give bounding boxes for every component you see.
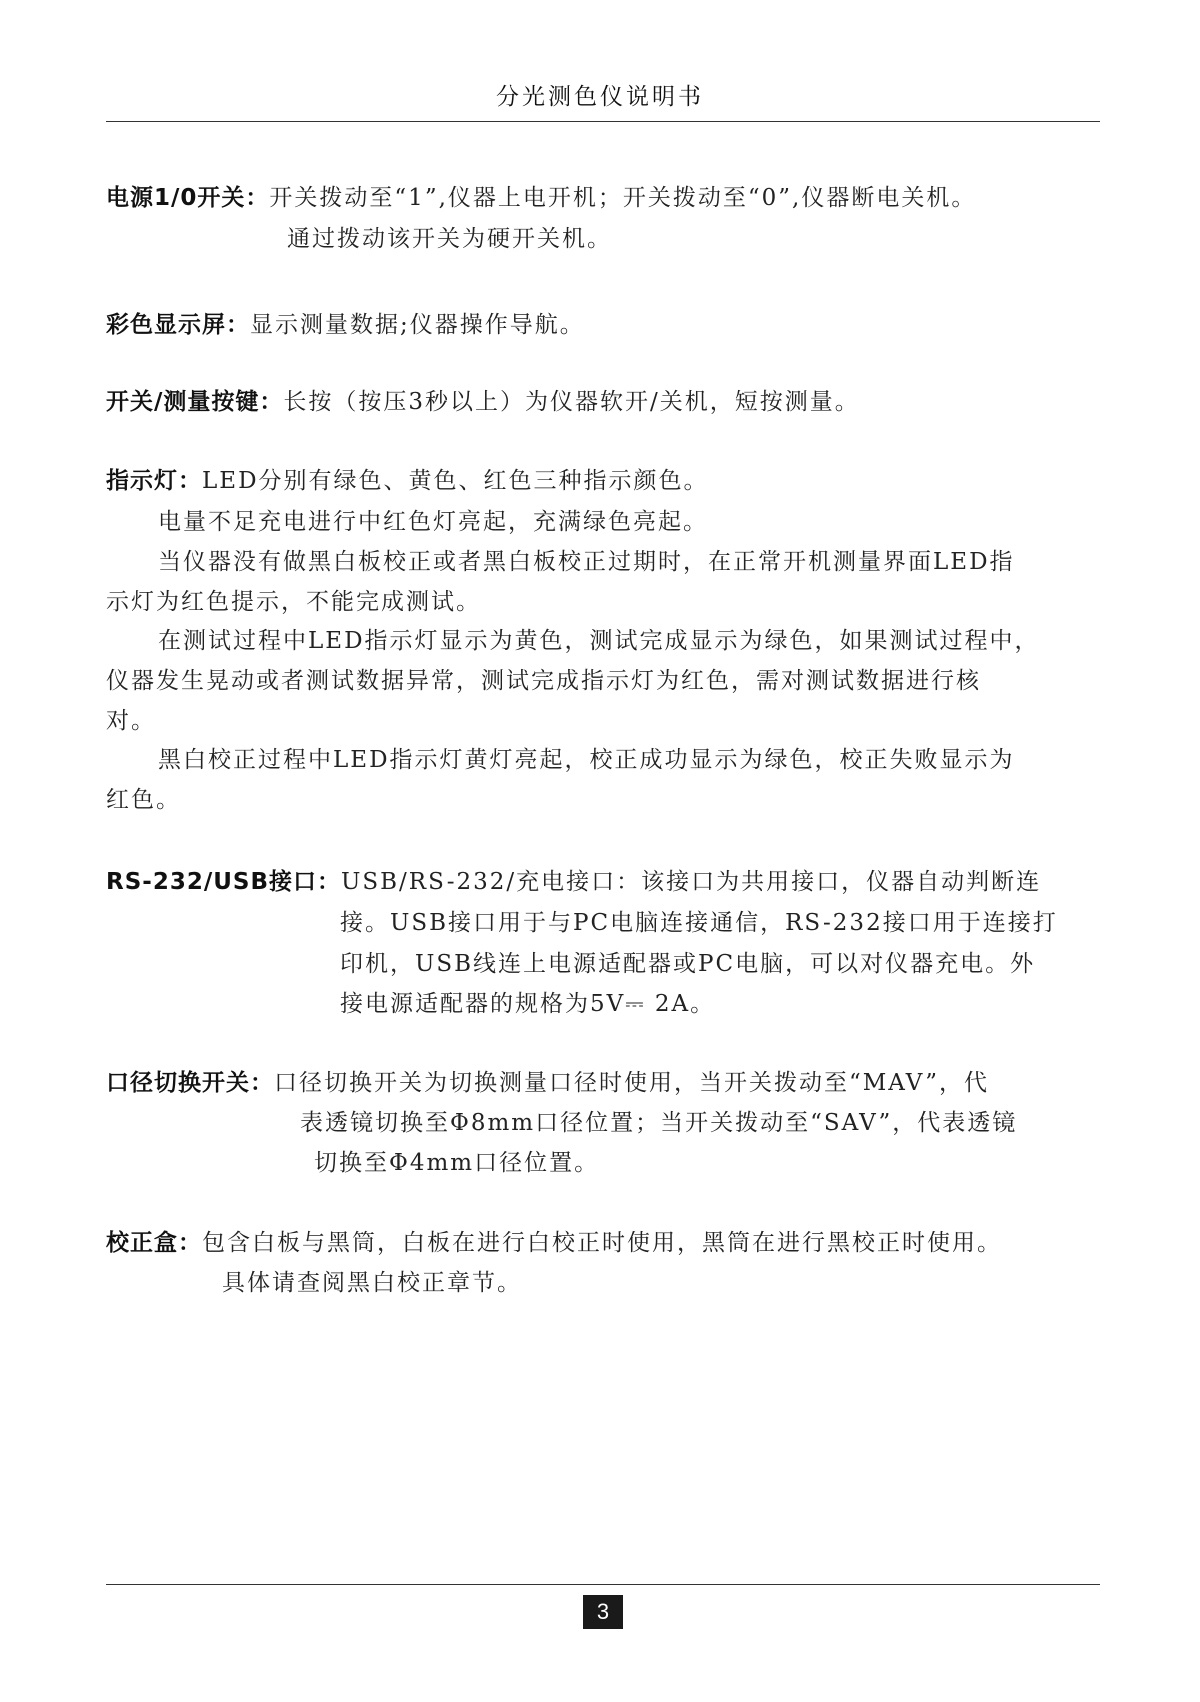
- power-switch-line-1: [106, 179, 976, 212]
- power-switch-text-2: 通过拨动该开关为硬开关机。: [287, 226, 612, 252]
- measure-key-term: 开关/测量按键：: [106, 389, 284, 415]
- aperture-term: 口径切换开关：: [106, 1070, 274, 1096]
- indicator-text-2: 电量不足充电进行中红色灯亮起，充满绿色亮起。: [158, 509, 708, 535]
- indicator-text-5: 在测试过程中LED指示灯显示为黄色，测试完成显示为绿色，如果测试过程中，: [158, 628, 1040, 654]
- indicator-text-4: 示灯为红色提示，不能完成测试。: [106, 589, 481, 615]
- power-switch-text-1: 开关拨动至“1”,仪器上电开机；开关拨动至“0”,仪器断电关机。: [269, 185, 977, 211]
- indicator-text-8: 黑白校正过程中LED指示灯黄灯亮起，校正成功显示为绿色，校正失败显示为: [158, 747, 1015, 773]
- calibration-box-term: 校正盒：: [106, 1230, 202, 1256]
- page-number: 3: [583, 1595, 623, 1629]
- indicator-text-6: 仪器发生晃动或者测试数据异常，测试完成指示灯为红色，需对测试数据进行核: [106, 668, 981, 694]
- aperture-text-3: 切换至Φ4mm口径位置。: [314, 1150, 600, 1176]
- header-divider: [106, 121, 1100, 122]
- indicator-text-3: 当仪器没有做黑白板校正或者黑白板校正过期时，在正常开机测量界面LED指: [158, 549, 1015, 575]
- calibration-box-text-1: 包含白板与黑筒，白板在进行白校正时使用，黑筒在进行黑校正时使用。: [202, 1230, 1002, 1256]
- interface-text-1: USB/RS-232/充电接口：该接口为共用接口，仪器自动判断连: [341, 869, 1042, 895]
- display-text: 显示测量数据;仪器操作导航。: [250, 312, 585, 338]
- indicator-text-7: 对。: [106, 708, 156, 734]
- measure-key-line: [106, 383, 860, 416]
- interface-text-3: 印机，USB线连上电源适配器或PC电脑，可以对仪器充电。外: [340, 951, 1036, 977]
- indicator-term: 指示灯：: [106, 468, 202, 494]
- calibration-box-line-1: [106, 1224, 1002, 1257]
- interface-line-1: [106, 863, 1041, 896]
- interface-text-2: 接。USB接口用于与PC电脑连接通信，RS-232接口用于连接打: [340, 910, 1058, 936]
- page-header-title: 分光测色仪说明书: [496, 84, 704, 110]
- footer-divider: [106, 1584, 1100, 1585]
- indicator-text-9: 红色。: [106, 787, 181, 813]
- indicator-line-1: [106, 462, 709, 495]
- display-line: [106, 306, 585, 339]
- aperture-text-2: 表透镜切换至Φ8mm口径位置；当开关拨动至“SAV”，代表透镜: [300, 1110, 1018, 1136]
- interface-term: RS-232/USB接口：: [106, 869, 342, 895]
- indicator-text-1: LED分别有绿色、黄色、红色三种指示颜色。: [202, 468, 709, 494]
- measure-key-text: 长按（按压3秒以上）为仪器软开/关机，短按测量。: [283, 389, 860, 415]
- aperture-text-1: 口径切换开关为切换测量口径时使用，当开关拨动至“MAV”，代: [274, 1070, 989, 1096]
- calibration-box-text-2: 具体请查阅黑白校正章节。: [222, 1270, 522, 1296]
- display-term: 彩色显示屏：: [106, 312, 250, 338]
- aperture-line-1: [106, 1064, 989, 1097]
- interface-text-4: 接电源适配器的规格为5V⎓ 2A。: [340, 991, 716, 1017]
- power-switch-term: 电源1/0开关：: [106, 185, 270, 211]
